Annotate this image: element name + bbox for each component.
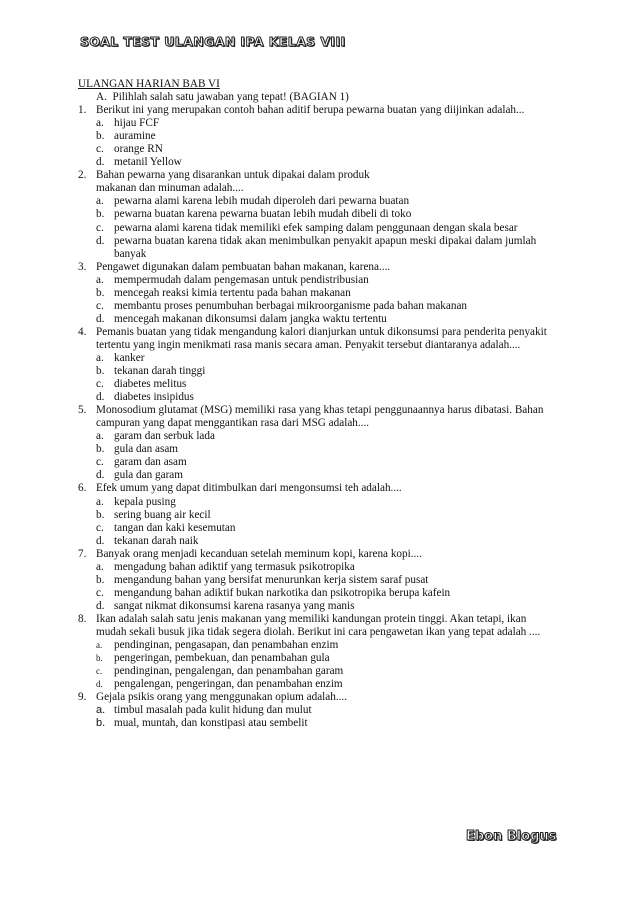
option-letter: d. [96, 234, 105, 247]
option-text: auramine [114, 130, 156, 143]
option-9b [78, 717, 558, 730]
option-text: kepala pusing [114, 495, 176, 508]
option-5b [78, 443, 558, 456]
option-letter: c. [96, 586, 104, 599]
option-letter: d. [96, 156, 105, 169]
option-letter: d. [96, 469, 105, 482]
option-letter: b. [96, 508, 105, 521]
question-number: 6. [78, 482, 87, 495]
option-letter: a. [96, 704, 106, 717]
option-4b [78, 365, 558, 378]
option-2b [78, 208, 558, 221]
option-6a [78, 496, 558, 509]
option-6b [78, 509, 558, 522]
question-8 [78, 613, 558, 639]
question-text: Pengawet digunakan dalam pembuatan bahan makanan, karena.... [96, 260, 391, 273]
option-text: pewarna alami karena lebih mudah diperoleh dari pewarna buatan [114, 195, 410, 208]
document-body [78, 78, 558, 730]
option-4d [78, 391, 558, 404]
option-3c [78, 300, 558, 313]
question-5 [78, 404, 558, 430]
option-letter: a. [96, 195, 104, 208]
page-title: SOAL TEST ULANGAN IPA KELAS VIII [80, 34, 346, 49]
instruction-text: A. Pilihlah salah satu jawaban yang tepat! (BAGIAN 1) [96, 91, 349, 104]
option-9a [78, 704, 558, 717]
question-number: 2. [78, 169, 87, 182]
option-text: tangan dan kaki kesemutan [114, 521, 236, 534]
option-letter: c. [96, 299, 104, 312]
option-text: membantu proses penumbuhan berbagai mikroorganisme pada bahan makanan [114, 299, 468, 312]
option-letter: d. [96, 391, 105, 404]
option-text: mengandung bahan adiktif bukan narkotika dan psikotropika berupa kafein [114, 586, 451, 599]
option-3b [78, 287, 558, 300]
option-letter: a. [96, 560, 104, 573]
question-text: Ikan adalah salah satu jenis makanan yang memiliki kandungan protein tinggi. Akan tetapi, ikan mudah sekali busuk jika tidak segera diolah. Berikut ini cara pengawetan ikan yang tepat adalah .... [96, 612, 541, 638]
question-text: Gejala psikis orang yang menggunakan opium adalah.... [96, 691, 348, 704]
option-text: metanil Yellow [114, 156, 182, 169]
question-number: 9. [78, 691, 87, 704]
option-7b [78, 574, 558, 587]
option-text: hijau FCF [114, 117, 160, 130]
option-text: diabetes melitus [114, 378, 187, 391]
option-3d [78, 313, 558, 326]
option-text: mempermudah dalam pengemasan untuk pendistribusian [114, 273, 369, 286]
option-2d [78, 235, 558, 261]
option-7a [78, 561, 558, 574]
option-text: pendinginan, pengalengan, dan penambahan garam [114, 665, 344, 678]
option-2a [78, 195, 558, 208]
option-text: pengeringan, pembekuan, dan penambahan gula [114, 652, 330, 665]
option-text: mencegah reaksi kimia tertentu pada bahan makanan [114, 286, 351, 299]
option-text: pewarna buatan karena pewarna buatan lebih mudah dibeli di toko [114, 208, 412, 221]
option-6d [78, 535, 558, 548]
option-text: mencegah makanan dikonsumsi dalam jangka waktu tertentu [114, 312, 387, 325]
option-letter: c. [96, 143, 104, 156]
question-6 [78, 482, 558, 495]
option-8c [78, 665, 558, 678]
option-text: tekanan darah tinggi [114, 365, 206, 378]
question-text: Pemanis buatan yang tidak mengandung kalori dianjurkan untuk dikonsumsi para penderita penyakit tertentu yang ingin menikmati rasa manis secara aman. Penyakit tersebut diantaranya adalah.... [96, 325, 547, 351]
option-text: sangat nikmat dikonsumsi karena rasanya yang manis [114, 599, 355, 612]
option-text: pewarna buatan karena tidak akan menimbulkan penyakit apapun meski dipakai dalam jumlah banyak [114, 234, 537, 260]
option-letter: d. [96, 599, 105, 612]
option-text: mengandung bahan yang bersifat menurunkan kerja sistem saraf pusat [114, 573, 429, 586]
option-5a [78, 430, 558, 443]
question-7 [78, 548, 558, 561]
option-1a [78, 117, 558, 130]
question-3 [78, 261, 558, 274]
question-text: Efek umum yang dapat ditimbulkan dari mengonsumsi teh adalah.... [96, 482, 402, 495]
option-letter: b. [96, 286, 105, 299]
option-8b [78, 652, 558, 665]
option-letter: c. [96, 221, 104, 234]
option-4c [78, 378, 558, 391]
option-letter: d. [96, 534, 105, 547]
option-text: gula dan asam [114, 443, 178, 456]
question-9 [78, 691, 558, 704]
option-text: pengalengan, pengeringan, dan penambahan enzim [114, 678, 343, 691]
option-letter: c. [96, 666, 103, 677]
option-text: sering buang air kecil [114, 508, 211, 521]
question-text: Banyak orang menjadi kecanduan setelah meminum kopi, karena kopi.... [96, 547, 422, 560]
question-number: 3. [78, 260, 87, 273]
option-text: pendinginan, pengasapan, dan penambahan enzim [114, 639, 339, 652]
section-heading: ULANGAN HARIAN BAB VI [78, 78, 220, 90]
option-5c [78, 456, 558, 469]
option-letter: a. [96, 117, 104, 130]
option-text: tekanan darah naik [114, 534, 199, 547]
option-letter: c. [96, 521, 104, 534]
option-text: timbul masalah pada kulit hidung dan mulut [114, 704, 312, 717]
question-2 [78, 169, 558, 195]
option-letter: a. [96, 640, 103, 651]
option-text: pewarna alami karena tidak memiliki efek samping dalam penggunaan dengan skala besar [114, 221, 518, 234]
option-letter: b. [96, 573, 105, 586]
footer-brand: Ebon Blogus [466, 829, 557, 844]
option-letter: a. [96, 351, 104, 364]
option-text: orange RN [114, 143, 163, 156]
option-letter: a. [96, 430, 104, 443]
option-letter: b. [96, 443, 105, 456]
option-3a [78, 274, 558, 287]
question-number: 7. [78, 547, 87, 560]
option-letter: c. [96, 378, 104, 391]
option-letter: d. [96, 679, 103, 690]
question-number: 5. [78, 404, 87, 417]
option-text: diabetes insipidus [114, 391, 194, 404]
question-4 [78, 326, 558, 352]
option-7c [78, 587, 558, 600]
option-8a [78, 639, 558, 652]
option-8d [78, 678, 558, 691]
option-text: mual, muntah, dan konstipasi atau sembelit [114, 717, 308, 730]
option-text: garam dan serbuk lada [114, 430, 215, 443]
option-letter: c. [96, 456, 104, 469]
question-number: 4. [78, 325, 87, 338]
option-text: mengadung bahan adiktif yang termasuk psikotropika [114, 560, 355, 573]
option-text: gula dan garam [114, 469, 183, 482]
option-1d [78, 156, 558, 169]
question-1 [78, 104, 558, 117]
option-letter: b. [96, 130, 105, 143]
option-letter: d. [96, 312, 105, 325]
question-text: Bahan pewarna yang disarankan untuk dipakai dalam produk makanan dan minuman adalah.... [96, 169, 370, 195]
question-text: Berikut ini yang merupakan contoh bahan aditif berupa pewarna buatan yang diijinkan adalah... [96, 104, 525, 117]
option-2c [78, 222, 558, 235]
option-letter: b. [96, 208, 105, 221]
option-6c [78, 522, 558, 535]
option-5d [78, 469, 558, 482]
question-number: 8. [78, 612, 87, 625]
question-number: 1. [78, 104, 87, 117]
option-1b [78, 130, 558, 143]
option-letter: b. [96, 365, 105, 378]
option-text: kanker [114, 351, 145, 364]
option-1c [78, 143, 558, 156]
option-letter: a. [96, 273, 104, 286]
option-letter: a. [96, 495, 104, 508]
question-text: Monosodium glutamat (MSG) memiliki rasa yang khas tetapi penggunaannya harus dibatasi. Bahan campuran yang dapat menggantikan rasa dari MSG adalah.... [96, 404, 544, 430]
option-letter: b. [96, 717, 106, 730]
option-letter: b. [96, 653, 103, 664]
option-text: garam dan asam [114, 456, 187, 469]
option-4a [78, 352, 558, 365]
option-7d [78, 600, 558, 613]
